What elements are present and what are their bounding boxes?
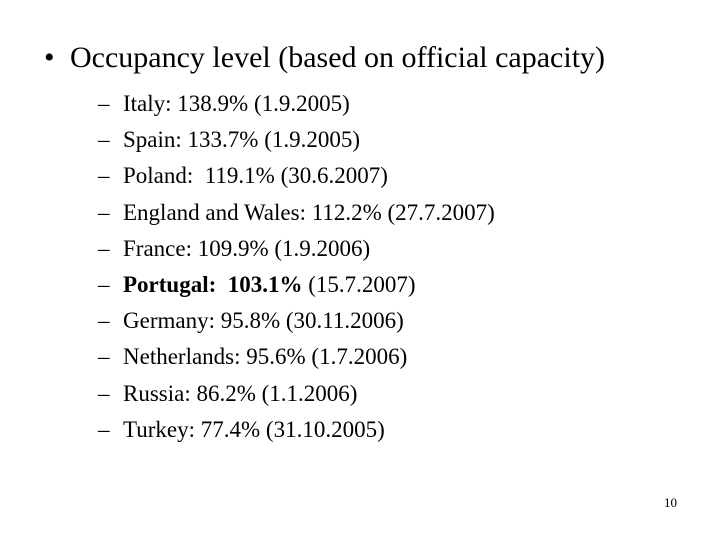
dash-marker: – [98,163,110,189]
list-item-text: Netherlands: 95.6% (1.7.2006) [123,344,408,370]
list-item-text: Germany: 95.8% (30.11.2006) [123,308,404,334]
main-bullet [44,38,605,78]
list-item-text: (15.7.2007) [302,272,416,298]
dash-marker: – [98,344,110,370]
occupancy-list [98,86,495,448]
list-item-text: Italy: 138.9% (1.9.2005) [123,91,350,116]
list-item [98,86,495,122]
main-bullet-text: Occupancy level (based on official capacity) [70,41,606,74]
dash-marker: – [98,272,110,298]
list-item-text: England and Wales: 112.2% (27.7.2007) [123,199,495,225]
dash-marker: – [98,199,110,225]
list-item [98,303,495,339]
list-item-text: Turkey: 77.4% (31.10.2005) [123,416,385,442]
dash-marker: – [98,235,110,261]
list-item [98,412,495,448]
list-item [98,122,495,158]
list-item [98,195,495,231]
list-item-text: France: 109.9% (1.9.2006) [123,235,371,261]
dash-marker: – [98,91,110,116]
list-item-highlighted [98,267,495,303]
list-item [98,231,495,267]
page-number: 10 [664,495,677,510]
list-item-text: Russia: 86.2% (1.1.2006) [123,380,358,406]
dash-marker: – [98,127,110,153]
bullet-dot: • [44,41,55,74]
dash-marker: – [98,416,110,442]
list-item-bold-text: Portugal: 103.1% [123,272,303,298]
dash-marker: – [98,308,110,334]
list-item-text: Spain: 133.7% (1.9.2005) [123,127,361,153]
list-item-text: Poland: 119.1% (30.6.2007) [123,163,388,189]
list-item [98,158,495,194]
dash-marker: – [98,380,110,406]
list-item [98,376,495,412]
list-item [98,339,495,375]
